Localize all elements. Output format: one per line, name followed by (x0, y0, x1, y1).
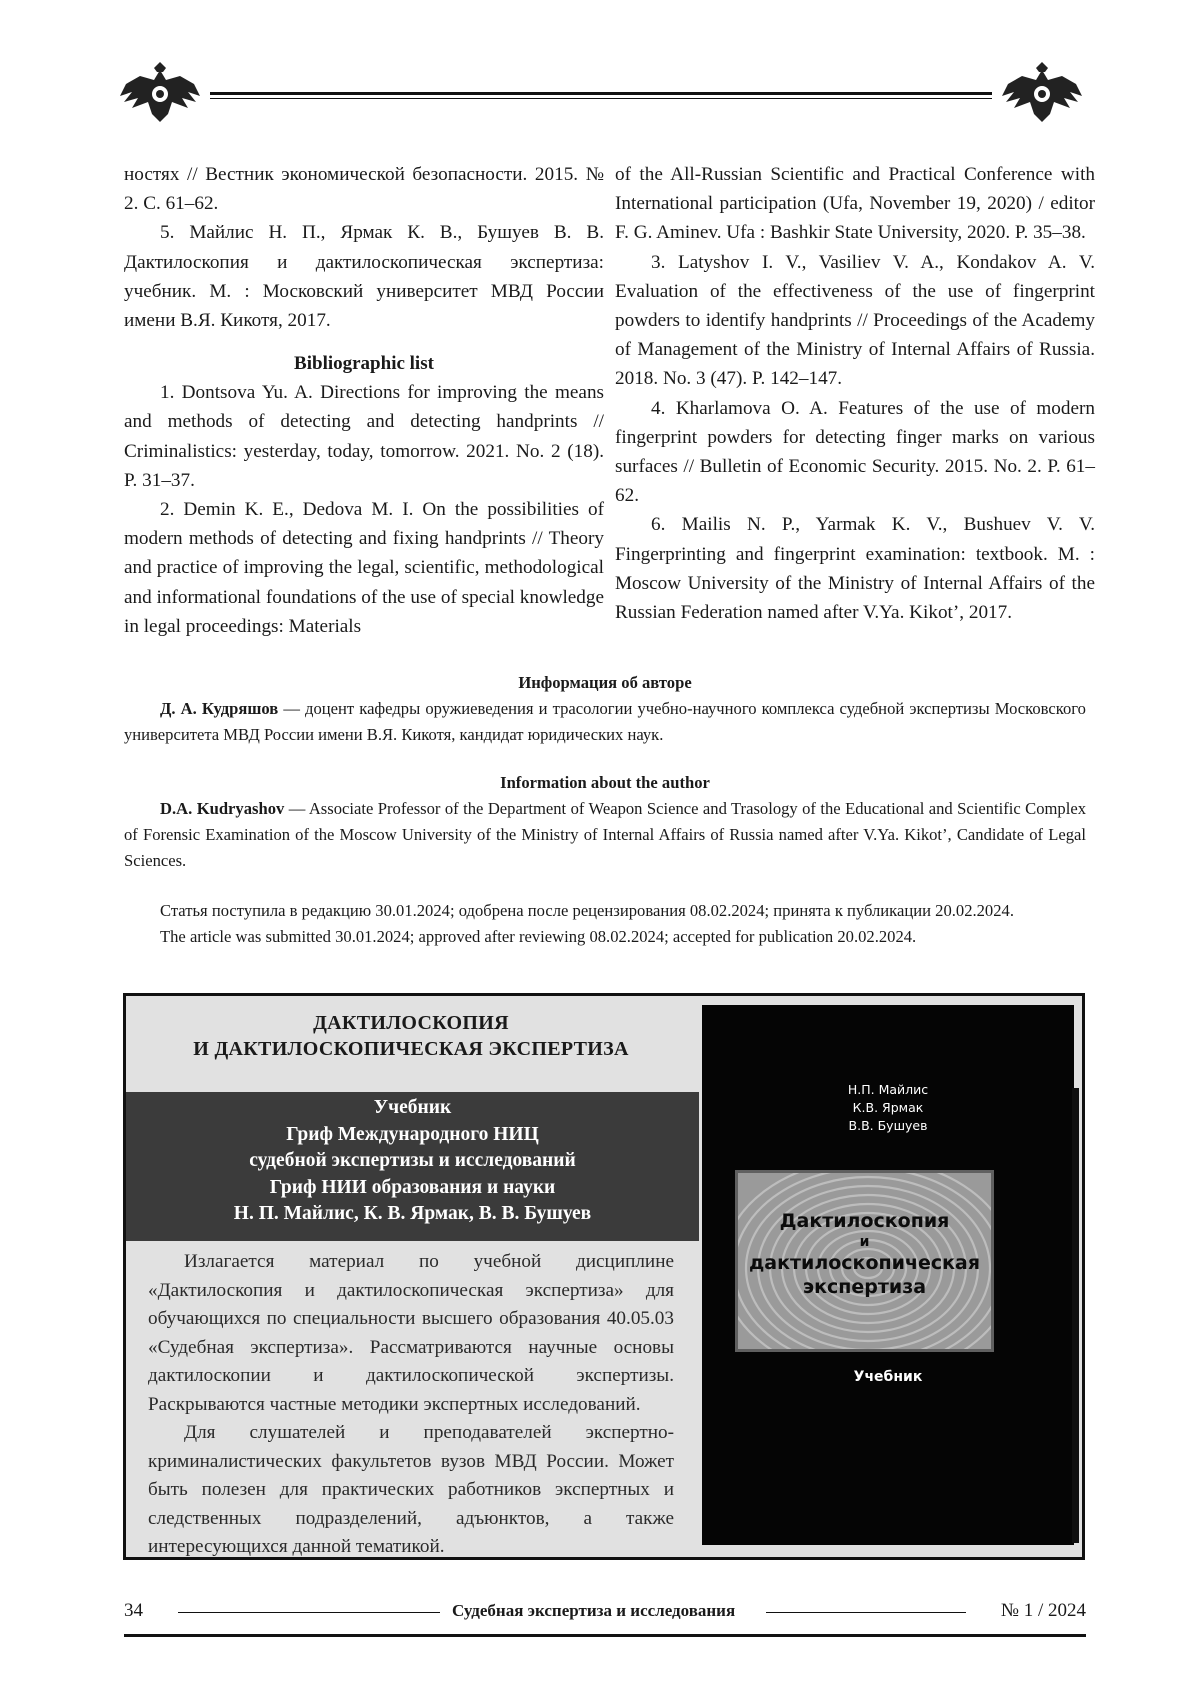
journal-name: Судебная экспертиза и исследования (452, 1601, 735, 1621)
issue-number: № 1 / 2024 (1001, 1600, 1086, 1622)
author-info-title: Информация об авторе (124, 670, 1086, 696)
author-name: Д. А. Кудряшов (160, 699, 278, 718)
author-info-en (124, 770, 1086, 874)
book-advertisement (123, 993, 1085, 1560)
ad-book-description: Излагается материал по учебной дисциплине «Дактилоскопия и дактилоскопическая экспертиза» для обучающихся по специальности высшего образования 40.05.03 «Судебная экспертиза». Рассматриваются научные основы дактилоскопии и дактилоскопической экспертизы. Раскрываются частные методики экспертных исследований. Для слушателей и преподавателей экспертно-криминалистических факультетов вузов МВД России. Может быть полезен для практических работников экспертных и следственных подразделений, адъюнктов, а также интересующихся данной тематикой. (148, 1248, 674, 1562)
dates-ru: Статья поступила в редакцию 30.01.2024; одобрена после рецензирования 08.02.2024; принята к публикации 20.02.2024. (124, 898, 1086, 924)
header-rule (210, 92, 992, 95)
reference-item: 3. Latyshov I. V., Vasiliev V. A., Kondakov A. V. Evaluation of the effectiveness of the use of fingerprint powders to identify handprints // Proceedings of the Academy of Management of the Ministry of Internal Affairs of Russia. 2018. No. 3 (47). P. 142–147. (615, 248, 1095, 394)
references-left-column (124, 160, 604, 641)
ad-book-title: ДАКТИЛОСКОПИЯ И ДАКТИЛОСКОПИЧЕСКАЯ ЭКСПЕРТИЗА (126, 996, 696, 1092)
page-footer (124, 1600, 1086, 1630)
author-info-ru (124, 670, 1086, 748)
ad-description-panel (126, 996, 696, 1557)
reference-item: 1. Dontsova Yu. A. Directions for improving the means and methods of detecting and detecting handprints // Criminalistics: yesterday, today, tomorrow. 2021. No. 2 (18). P. 31–37. (124, 378, 604, 495)
page-number: 34 (124, 1600, 143, 1622)
cover-title: Дактилоскопия и дактилоскопическая экспертиза (738, 1209, 991, 1299)
eagle-emblem-icon (1000, 62, 1084, 130)
footer-rule (766, 1612, 966, 1613)
reference-item: 4. Kharlamova O. A. Features of the use of modern fingerprint powders for detecting finger marks on various surfaces // Bulletin of Economic Security. 2015. No. 2. P. 61–62. (615, 394, 1095, 511)
article-dates (124, 898, 1086, 950)
eagle-emblem-icon (118, 62, 202, 130)
book-spine-shadow (1072, 1088, 1079, 1543)
reference-item: 5. Майлис Н. П., Ярмак К. В., Бушуев В. В. Дактилоскопия и дактилоскопическая экспертиза: учебник. М. : Московский университет МВД России имени В.Я. Кикотя, 2017. (124, 218, 604, 335)
page-header (118, 62, 1084, 130)
book-cover (702, 1005, 1074, 1545)
ad-book-details: Учебник Гриф Международного НИЦ судебной экспертизы и исследований Гриф НИИ образования и науки Н. П. Майлис, К. В. Ярмак, В. В. Бушуев (126, 1092, 699, 1241)
footer-bottom-rule (124, 1634, 1086, 1637)
cover-authors: Н.П. Майлис К.В. Ярмак В.В. Бушуев (702, 1081, 1074, 1135)
author-name: D.A. Kudryashov (160, 799, 284, 818)
author-info-text: Д. А. Кудряшов — доцент кафедры оружиеведения и трасологии учебно-научного комплекса судебной экспертизы Московского университета МВД России имени В.Я. Кикотя, кандидат юридических наук. (124, 696, 1086, 748)
footer-rule (178, 1612, 440, 1613)
author-info-text: D.A. Kudryashov — Associate Professor of the Department of Weapon Science and Trasology of the Educational and Scientific Complex of Forensic Examination of the Moscow University of the Ministry of Internal Affairs of Russia named after V.Ya. Kikot’, Candidate of Legal Sciences. (124, 796, 1086, 874)
reference-continuation: ностях // Вестник экономической безопасности. 2015. № 2. С. 61–62. (124, 160, 604, 218)
fingerprint-image (735, 1170, 994, 1352)
cover-subtitle: Учебник (702, 1369, 1074, 1385)
reference-item: 2. Demin K. E., Dedova M. I. On the possibilities of modern methods of detecting and fixing handprints // Theory and practice of improving the legal, scientific, methodological and informational foundations of the use of special knowledge in legal proceedings: Materials (124, 495, 604, 641)
reference-continuation: of the All-Russian Scientific and Practical Conference with International participation (Ufa, November 19, 2020) / editor F. G. Aminev. Ufa : Bashkir State University, 2020. P. 35–38. (615, 160, 1095, 248)
author-info-title: Information about the author (124, 770, 1086, 796)
header-rule-thin (210, 98, 992, 99)
dates-en: The article was submitted 30.01.2024; approved after reviewing 08.02.2024; accepted for publication 20.02.2024. (124, 924, 1086, 950)
bibliographic-list-heading: Bibliographic list (124, 349, 604, 378)
references-right-column (615, 160, 1095, 627)
reference-item: 6. Mailis N. P., Yarmak K. V., Bushuev V. V. Fingerprinting and fingerprint examination: textbook. M. : Moscow University of the Ministry of Internal Affairs of the Russian Federation named after V.Ya. Kikot’, 2017. (615, 510, 1095, 627)
